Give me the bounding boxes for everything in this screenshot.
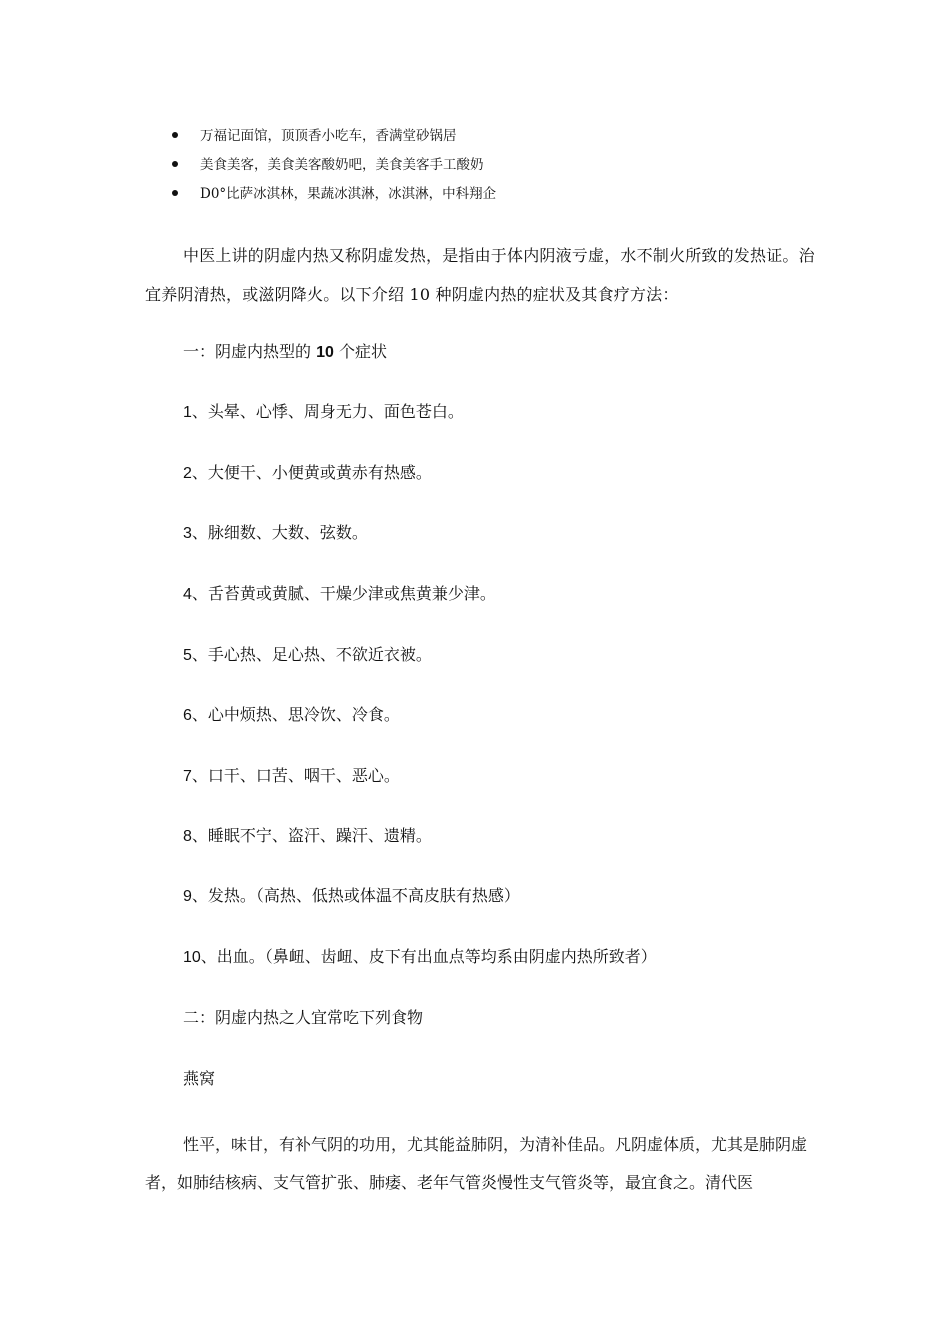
symptom-number: 10 — [183, 949, 201, 966]
symptom-text: 、心中烦热、思冷饮、冷食。 — [191, 705, 400, 724]
symptom-item — [183, 461, 432, 486]
symptom-item — [183, 521, 368, 546]
symptom-item — [183, 582, 496, 607]
section-heading-symptoms — [183, 340, 387, 365]
section-heading-foods: 二：阴虚内热之人宜常吃下列食物 — [183, 1008, 424, 1027]
bullet-text: 万福记面馆，顶顶香小吃车，香满堂砂锅居 — [200, 128, 457, 144]
symptom-number: 8 — [183, 828, 192, 845]
symptom-number: 6 — [183, 707, 192, 724]
bullet-item — [172, 153, 812, 182]
symptom-number: 7 — [183, 768, 192, 785]
food-paragraph: 性平，味甘，有补气阴的功用，尤其能益肺阴，为清补佳品。凡阴虚体质，尤其是肺阴虚者，如肺结核病、支气管扩张、肺痿、老年气管炎慢性支气管炎等，最宜食之。清代医 — [145, 1135, 808, 1192]
symptom-text: 、口干、口苦、咽干、恶心。 — [191, 766, 400, 785]
symptom-text: 、发热。（高热、低热或体温不高皮肤有热感） — [191, 886, 520, 905]
symptom-number: 4 — [183, 586, 192, 603]
symptom-item — [183, 945, 657, 970]
symptom-number: 3 — [183, 525, 192, 542]
bullet-list — [172, 124, 812, 211]
symptom-item — [183, 703, 400, 728]
symptom-item — [183, 400, 464, 425]
symptom-item — [183, 643, 432, 668]
bullet-text: 美食美客，美食美客酸奶吧，美食美客手工酸奶 — [200, 157, 484, 173]
symptom-text: 、舌苔黄或黄腻、干燥少津或焦黄兼少津。 — [191, 584, 496, 603]
symptom-text: 、大便干、小便黄或黄赤有热感。 — [191, 463, 432, 482]
section-heading-prefix: 一：阴虚内热型的 — [183, 342, 317, 361]
bullet-item — [172, 182, 812, 211]
symptom-text: 、脉细数、大数、弦数。 — [191, 523, 368, 542]
symptom-text: 、出血。（鼻衄、齿衄、皮下有出血点等均系由阴虚内热所致者） — [200, 947, 657, 966]
symptom-item — [183, 764, 400, 789]
symptom-text: 、头晕、心悸、周身无力、面色苍白。 — [191, 402, 464, 421]
symptom-text: 、睡眠不宁、盗汗、躁汗、遗精。 — [191, 826, 432, 845]
bullet-dot-icon — [172, 161, 178, 167]
symptom-item — [183, 884, 520, 909]
food-heading: 燕窝 — [183, 1069, 216, 1088]
section-heading-suffix: 个症状 — [333, 342, 387, 361]
intro-paragraph: 中医上讲的阴虚内热又称阴虚发热，是指由于体内阴液亏虚，水不制火所致的发热证。治宜养阴清热，或滋阴降火。以下介绍 10 种阴虚内热的症状及其食疗方法： — [145, 246, 815, 304]
symptom-number: 2 — [183, 465, 192, 482]
bullet-item — [172, 124, 812, 153]
symptom-number: 5 — [183, 647, 192, 664]
section-heading-number: 10 — [316, 344, 334, 361]
symptom-number: 1 — [183, 404, 192, 421]
symptom-item — [183, 824, 432, 849]
bullet-text: D0°比萨冰淇林，果蔬冰淇淋，冰淇淋，中科翔企 — [200, 186, 497, 202]
symptom-text: 、手心热、足心热、不欲近衣被。 — [191, 645, 432, 664]
bullet-dot-icon — [172, 132, 178, 138]
bullet-dot-icon — [172, 190, 178, 196]
symptom-number: 9 — [183, 888, 192, 905]
